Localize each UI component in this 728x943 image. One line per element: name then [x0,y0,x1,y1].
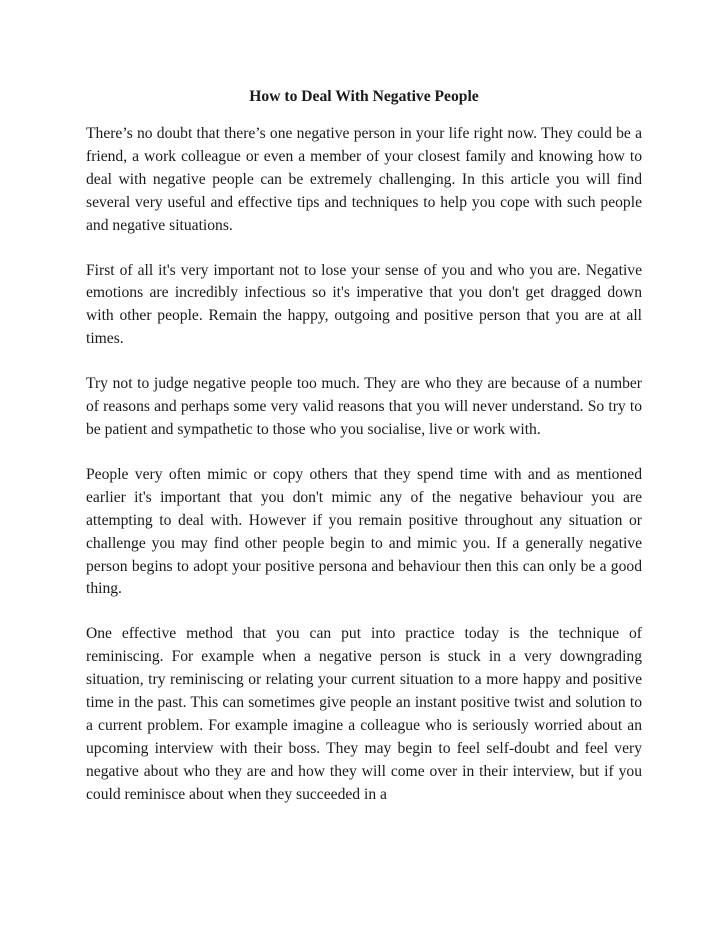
paragraph-dont-judge: Try not to judge negative people too much. They are who they are because of a number of reasons and perhaps some very valid reasons that you will never understand. So try to be patient and sympathetic to those who you socialise, live or work with. [86,375,642,438]
paragraph-reminiscing: One effective method that you can put into practice today is the technique of reminiscing. For example when a negative person is stuck in a very downgrading situation, try reminiscing or relating your current situation to a more happy and positive time in the past. This can sometimes give people an instant positive twist and solution to a current problem. For example imagine a colleague who is seriously worried about an upcoming interview with their boss. They may begin to feel self-doubt and feel very negative about who they are and how they will come over in their interview, but if you could reminisce about when they succeeded in a [86,625,642,803]
document-title: How to Deal With Negative People [249,88,479,105]
document-body [86,86,642,829]
paragraph-intro: There’s no doubt that there’s one negative person in your life right now. They could be a friend, a work colleague or even a member of your closest family and knowing how to deal with negative people can be extremely challenging. In this article you will find several very useful and effective tips and techniques to help you cope with such people and negative situations. [86,125,642,234]
paragraph-sense-of-self: First of all it's very important not to lose your sense of you and who you are. Negative emotions are incredibly infectious so it's imperative that you don't get dragged down with other people. Remain the happy, outgoing and positive person that you are at all times. [86,261,642,348]
paragraph-mimic: People very often mimic or copy others that they spend time with and as mentioned earlier it's important that you don't mimic any of the negative behaviour you are attempting to deal with. However if you remain positive throughout any situation or challenge you may find other people begin to and mimic you. If a generally negative person begins to adopt your positive persona and behaviour then this can only be a good thing. [86,465,642,598]
